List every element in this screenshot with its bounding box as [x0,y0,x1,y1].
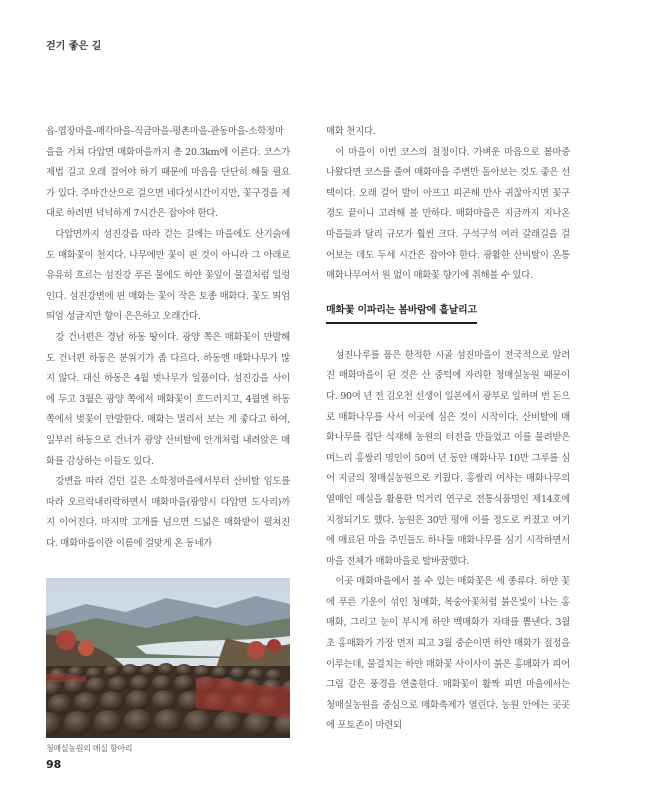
running-header: 걷기 좋은 길 [46,41,102,52]
right-column [326,122,570,737]
body-paragraph: 이곳 매화마을에서 볼 수 있는 매화꽃은 세 종류다. 하얀 꽃에 푸른 기운이 섞인 청매화, 복숭아꽃처럼 붉은빛이 나는 홍매화, 그리고 눈이 부시게 하얀 백매화가 자태를 뽐낸다. 3월 초 홍매화가 가장 먼저 피고 3월 중순이면 하얀 매화가 절정을 이루는데, 물결치는 하얀 매화꽃 사이사이 붉은 홍매화가 피어 그림 같은 풍경을 연출한다. 매화꽃이 활짝 피면 마을에서는 청매실농원을 중심으로 매화축제가 열린다. 농원 안에는 곳곳에 포토존이 마련되 [326,576,570,732]
left-column [46,122,290,554]
body-paragraph: 매화 천지다. [326,126,376,137]
photo-caption: 청매실농원의 매실 항아리 [46,744,133,753]
body-paragraph: 강 건너편은 경남 하동 땅이다. 광양 쪽은 매화꽃이 만발해도 건너편 하동은 분위기가 좀 다르다. 하동엔 매화나무가 많지 않다. 대신 하동은 4월 벚나무가 일품이다. 섬진강을 사이에 두고 3월은 광양 쪽에서 매화꽃이 흐드러지고, 4월엔 하동 쪽에서 벚꽃이 만발한다. 매화는 멀리서 보는 게 좋다고 하여, 일부러 하동으로 건너가 광양 산비탈에 안개처럼 내려앉은 매화를 감상하는 이들도 있다. [46,331,290,467]
landscape-photo [46,578,290,738]
photo-maesil-jars [46,578,290,738]
page-number: 98 [46,758,62,771]
body-paragraph: 읍-엽장마을-매각마을-직금마을-평촌마을-관동마을-소학정마을을 거쳐 다압면 매화마을까지 총 20.3km에 이른다. 코스가 제법 길고 오래 걸어야 하기 때문에 마음을 단단히 해둘 필요가 있다. 주마간산으로 걸으면 네다섯시간이지만, 꽃구경을 제대로 하려면 넉넉하게 7시간은 잡아야 한다. [46,126,290,220]
section-title: 매화꽃 이파리는 봄바람에 흩날리고 [326,302,477,324]
body-paragraph: 다압면까지 섬진강을 따라 걷는 길에는 마을에도 산기슭에도 매화꽃이 천지다. 나무에만 꽃이 핀 것이 아니라 그 아래로 유유히 흐르는 섬진강 푸른 물에도 하얀 꽃잎이 물결처럼 일렁인다. 섬진강변에 핀 매화는 꽃이 작은 토종 매화다. 꽃도 띄엄띄엄 성글지만 향이 은은하고 오래간다. [46,228,290,323]
body-paragraph: 이 마을이 이번 코스의 절정이다. 가벼운 마음으로 봄마중 나왔다면 코스를 줄여 매화마을 주변만 돌아보는 것도 좋은 선택이다. 오래 걸어 발이 아프고 피곤해 만사 귀찮아지면 꽃구경도 끝이니 고려해 볼 만하다. 매화마을은 지금까지 지나온 마을들과 달리 규모가 훨씬 크다. 구석구석 여러 갈래길을 걸어보는 데도 두세 시간은 잡아야 한다. 광활한 산비탈이 온통 매화나무여서 원 없이 매화꽃 향기에 취해볼 수 있다. [326,146,570,282]
body-paragraph: 강변을 따라 걷던 길은 소학정마을에서부터 산비탈 임도를 따라 오르락내리락하면서 매화마을(광양시 다압면 도사리)까지 이어진다. 마지막 고개를 넘으면 드넓은 매화밭이 펼쳐진다. 매화마을이란 이름에 걸맞게 온 동네가 [46,476,290,549]
body-paragraph: 섬진나루를 품은 한적한 시골 섬진마을이 전국적으로 알려진 매화마을이 된 것은 산 중턱에 자리한 청매실농원 때문이다. 90여 년 전 김오천 선생이 일본에서 광부로 일하며 번 돈으로 매화나무를 사서 이곳에 심은 것이 시작이다. 산비탈에 매화나무를 집단 식재해 농원의 터전을 만들었고 이를 물려받은 며느리 홍쌍리 명인이 50여 년 동안 매화나무 10만 그루를 심어 지금의 청매실농원으로 키웠다. 홍쌍리 여사는 매화나무의 열매인 매실을 활용한 먹거리 연구로 전통식품명인 제14호에 지정되기도 했다. 농원은 30만 평에 이를 정도로 커졌고 여기에 매료된 마을 주민들도 하나둘 매화나무를 심기 시작하면서 마을 전체가 매화마을로 탈바꿈했다. [326,349,571,567]
